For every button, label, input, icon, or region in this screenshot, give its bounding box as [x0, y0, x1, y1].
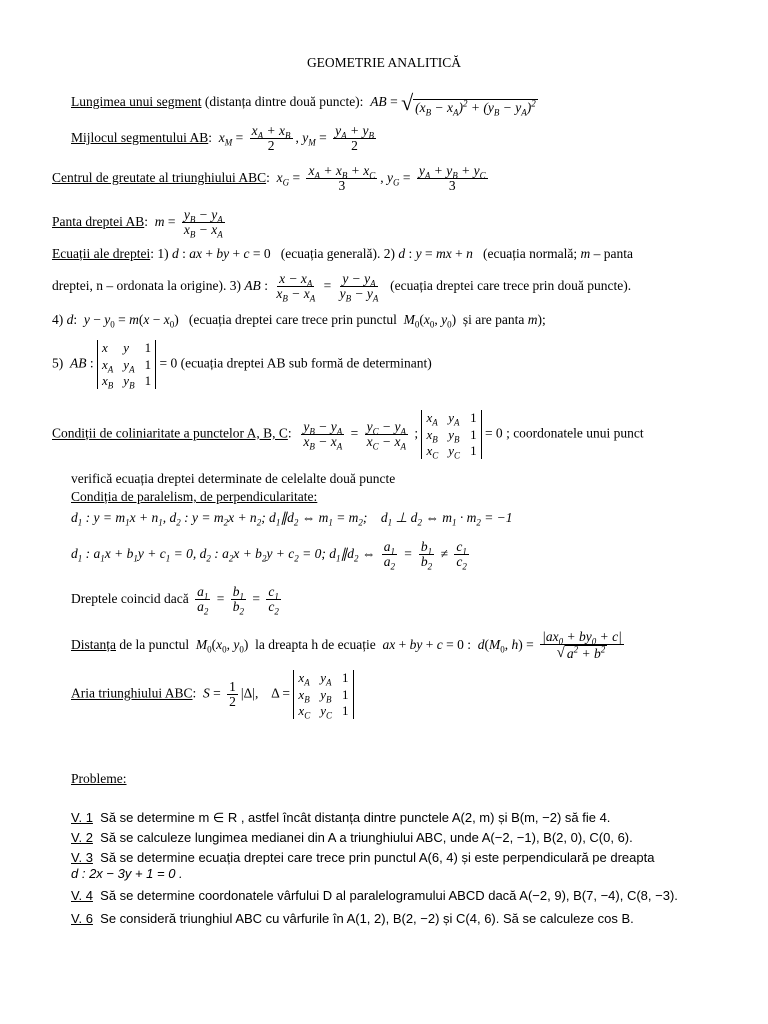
triangle-area: Aria triunghiului ABC: S = $\frac{1}{2}$ |Δ|, Δ = $x_A$ $y_A$ 1 $x_B$ $y_B$ 1 $x_C$ $y_C$ 1	[71, 670, 354, 719]
normal-equation-note: (ecuația normală;	[483, 246, 578, 261]
line-equations-1: Ecuații ale dreptei: 1) d : ax + by + c = 0 (ecuația generală). 2) d : y = mx + n (ecuația normală; m – panta	[52, 246, 633, 261]
general-equation-note: (ecuația generală). 2)	[280, 246, 396, 261]
coincide-condition: Dreptele coincid dacă $\frac{a_1}{a_2}$ = $\frac{b_1}{b_2}$ = $\frac{c_1}{c_2}$	[71, 584, 279, 617]
segment-length-formula: Lungimea unui segment (distanța dintre două puncte): AB = √ $(x_B - x_A)^2 + (y_B - y_A)^2$	[71, 90, 536, 118]
midpoint-formula: Mijlocul segmentului AB: $x_M$ = $\frac{x_A + x_B}{2}$ , $y_M$ = $\frac{y_A + y_B}{2}$	[71, 123, 374, 154]
segment-length-desc: (distanța dintre două puncte):	[204, 94, 364, 110]
centroid-formula: Centrul de greutate al triunghiului ABC: $x_G$ = $\frac{x_A + x_B + x_C}{3}$ , $y_G$ = $\frac{y_A + y_B + y_C}{3}$	[52, 163, 486, 194]
determinant-note: (ecuația dreptei AB sub formă de determinant)	[180, 355, 432, 371]
centroid-label: Centrul de greutate al triunghiului ABC	[52, 169, 267, 185]
midpoint-label: Mijlocul segmentului AB	[71, 129, 209, 145]
collinearity-label: Condiții de coliniaritate a punctelor A, B, C	[52, 425, 288, 441]
problem-item: V. 4 Să se determine coordonatele vârfului D al paralelogramului ABCD dacă A(−2, 9), B(7, −4), C(8, −3).	[71, 888, 678, 903]
slope-formula: Panta dreptei AB: m = $\frac{y_B - y_A}{x_B - x_A}$	[52, 207, 223, 240]
distance-label: Distanța	[71, 636, 116, 652]
area-determinant: $x_A$ $y_A$ 1 $x_B$ $y_B$ 1 $x_C$ $y_C$ 1	[293, 670, 353, 719]
problem-item: V. 3 Să se determine ecuația dreptei care trece prin punctul A(6, 4) și este perpendiculară pe dreapta	[71, 850, 655, 865]
line-equations-2: dreptei, n – ordonata la origine). 3) AB : $\frac{x - x_A}{x_B - x_A}$ = $\frac{y - y_A}{y_B - y_A}$ (ecuația dreptei care trece prin două puncte).	[52, 271, 632, 304]
parallel-condition-1: $d_1$ : $y = m_1x + n_1$, $d_2$ : $y = m_2x + n_2$; $d_1\parallel d_2$ ⇔ $m_1 = m_2$; $d_1$ ⊥ $d_2$ ⇔ $m_1 \cdot m_2 = -1$	[71, 510, 513, 528]
area-label: Aria triunghiului ABC	[71, 685, 193, 701]
problem-item-continuation: d : 2x − 3y + 1 = 0 .	[71, 866, 183, 881]
collinearity-determinant: $x_A$ $y_A$ 1 $x_B$ $y_B$ 1 $x_C$ $y_C$ 1	[421, 410, 481, 459]
problem-item: V. 1 Să se determine m ∈ R , astfel încât distanța dintre punctele A(2, m) și B(m, −2) să fie 4.	[71, 810, 611, 825]
point-line-distance: Distanța de la punctul $M_0(x_0$, $y_0$) la dreapta h de ecuație ax + by + c = 0 : $d(M_0$, h) = $|ax_0 + by_0 + c|$ √ $a^2 + b^2$	[71, 629, 622, 662]
slope-label: Panta dreptei AB	[52, 213, 145, 229]
point-slope-note: (ecuația dreptei care trece prin punctul	[188, 312, 397, 327]
collinearity-tail: ; coordonatele unui punct	[506, 425, 644, 441]
line-equations-label: Ecuații ale dreptei	[52, 246, 151, 261]
line-equations-3: 4) d: $y - y_0 = m(x - x_0)$ (ecuația dreptei care trece prin punctul $M_0(x_0$, $y_0$) și are panta m);	[52, 312, 546, 330]
problems-label: Probleme:	[71, 771, 127, 786]
problem-item: V. 2 Să se calculeze lungimea medianei din A a triunghiului ABC, unde A(−2, −1), B(2, 0), C(0, 6).	[71, 830, 633, 845]
line-determinant: x y 1 $x_A$ $y_A$ 1 $x_B$ $y_B$ 1	[97, 340, 156, 389]
parallel-condition-2: $d_1$ : $a_1x + b_1y + c_1 = 0$, $d_2$ : $a_2x + b_2y + c_2 = 0$; $d_1\parallel d_2$ ⇔ $\frac{a_1}{a_2}$ = $\frac{b_1}{b_2}$ ≠ $\frac{c_1}{c_2}$	[71, 539, 467, 572]
line-equations-4: 5) AB : x y 1 $x_A$ $y_A$ 1 $x_B$ $y_B$ 1 = 0 (ecuația dreptei AB sub formă de determinant)	[52, 340, 432, 391]
segment-length-label: Lungimea unui segment	[71, 94, 202, 110]
collinearity-formula: Condiții de coliniaritate a punctelor A, B, C: $\frac{y_B - y_A}{x_B - x_A}$ = $\frac{y_C - y_A}{x_C - x_A}$ ; $x_A$ $y_A$ 1 $x_B$ $y_B$ 1 $x_C$ $y_C$ 1 = 0 ; coordonatele unui punct	[52, 410, 644, 461]
two-point-equation-note: (ecuația dreptei care trece prin două puncte).	[390, 277, 632, 293]
collinearity-line2: verifică ecuația dreptei determinate de celelalte două puncte	[71, 471, 396, 486]
problem-item: V. 6 Se consideră triunghiul ABC cu vârfurile în A(1, 2), B(2, −2) și C(4, 6). Să se calculeze cos B.	[71, 911, 634, 926]
parallelism-label: Condiția de paralelism, de perpendicularitate:	[71, 489, 318, 504]
page-title: GEOMETRIE ANALITICĂ	[306, 55, 462, 70]
